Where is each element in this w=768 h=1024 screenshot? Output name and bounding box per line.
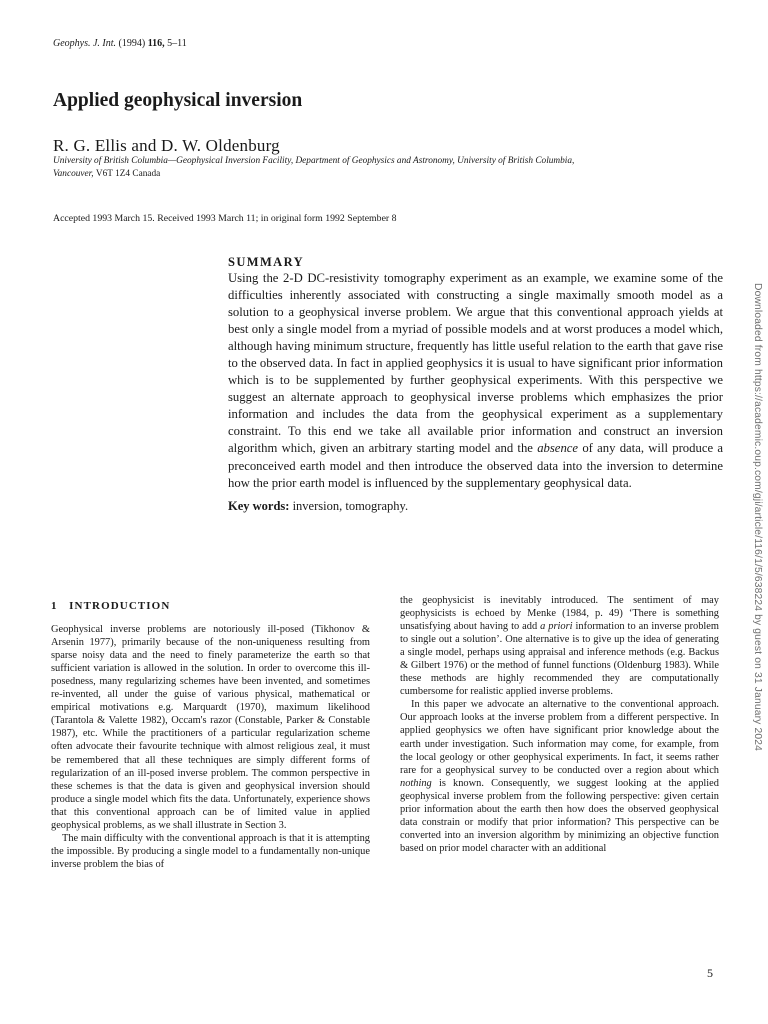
paragraph <box>400 698 719 855</box>
summary-text <box>228 270 723 492</box>
paragraph: Geophysical inverse problems are notoriously ill-posed (Tikhonov & Arsenin 1977), primarily because of the non-uniqueness resulting from sparse noisy data and the need to finely parameterize the earth so that sufficient variation is allowed in the solution. In order to overcome this ill-posedness, many regularizing schemes have been invented, and sometimes re-invented, all under the guise of various physical, mathematical or empirical motivations e.g. Marquardt (1970), maximum likelihood (Tarantola & Valette 1982), Occam's razor (Constable, Parker & Constable 1987), etc. While the practitioners of a particular regularization scheme often advocate their favourite technique with almost religious zeal, it must be remembered that all these techniques are simply different forms of regularization of an ill-posed inverse problem. The common perspective in these schemes is that the data is given and geophysical inversion should produce a single model which fits the data. Unfortunately, experience shows that this conventional approach can be of limited value in applied geophysical problems, as we shall illustrate in Section 3. <box>51 624 370 831</box>
paragraph-text: is known. Consequently, we suggest looking at the applied geophysical inverse problem from the following perspective: given certain prior information about the earth then how does the observed geophysical data constrain or modify that prior information? This perspective can be converted into an inversion algorithm by minimizing an objective function based on prior model character with an additional <box>400 777 719 854</box>
summary-text-part2: of any data, will produce a preconceived earth model and then introduce the observed data into the inversion to determine how the prior earth model is influenced by the supplementary geophysical data. <box>228 441 723 490</box>
affiliation-line1: University of British Columbia—Geophysical Inversion Facility, Department of Geophysics and Astronomy, University of British Columbia, <box>53 156 575 166</box>
affiliation-postcode: V6T 1Z4 Canada <box>95 169 161 179</box>
paragraph <box>400 594 719 698</box>
paragraph-emphasis: a priori <box>540 621 573 633</box>
summary-block <box>228 255 723 514</box>
author-affiliation <box>53 155 743 181</box>
paragraph: The main difficulty with the conventional approach is that it is attempting the impossible. By producing a single model to a fundamentally non-unique inverse problem the bias of <box>51 832 370 870</box>
page-number: 5 <box>707 966 713 980</box>
left-column <box>51 594 370 871</box>
paragraph-emphasis: nothing <box>400 777 432 789</box>
journal-citation <box>53 38 187 49</box>
affiliation-city: Vancouver, <box>53 169 94 179</box>
journal-year: (1994) <box>118 38 146 49</box>
article-title: Applied geophysical inversion <box>53 90 303 111</box>
summary-text-part1: Using the 2-D DC-resistivity tomography experiment as an example, we examine some of the difficulties inherently associated with constructing a single maximally smooth model as a solution to a geophysical inverse problem. We argue that this conventional approach yields at best only a single model from a myriad of possible models and at worst produces a model which, although having minimum structure, frequently has little useful relation to the earth that gave rise to the observed data. In fact in applied geophysics it is usual to have significant prior information which is to be supplemented by further geophysical experiments. With this perspective we suggest an alternate approach to geophysical inverse problems which emphasizes the prior information and includes the data from the geophysical experiment as a supplementary constraint. To this end we take all available prior information and construct an inversion algorithm which, given an arbitrary starting model and the <box>228 271 723 456</box>
keywords-line <box>228 499 723 514</box>
section-heading <box>51 600 370 613</box>
section-title: INTRODUCTION <box>69 600 171 612</box>
keywords-value: inversion, tomography. <box>292 498 409 513</box>
paragraph-text: information to an inverse problem to single out a solution’. One alternative is to give up the idea of generating a single model, perhaps using appraisal and inference methods (e.g. Backus & Gilbert 1976) or the method of funnel functions (Oldenburg 1983). While these methods are highly recommended they are computationally cumbersome for realistic applied inverse problems. <box>400 621 719 698</box>
journal-volume: 116, <box>147 38 165 49</box>
journal-name: Geophys. J. Int. <box>53 38 117 49</box>
right-column <box>400 594 719 855</box>
paragraph-text: In this paper we advocate an alternative to the conventional approach. Our approach looks at the inverse problem from a different perspective. In applied geophysics we often have significant prior knowledge about the earth under investigation. Such information may come, for example, from the local geology or other geophysical experiments. In fact, it seems rather rare for a geophysical survey to be conducted over a region about which <box>400 699 719 776</box>
author-list: R. G. Ellis and D. W. Oldenburg <box>53 136 280 155</box>
publication-dates: Accepted 1993 March 15. Received 1993 March 11; in original form 1992 September 8 <box>53 213 397 224</box>
journal-pages: 5–11 <box>167 38 187 49</box>
section-number: 1 <box>51 600 58 612</box>
keywords-label: Key words: <box>228 498 290 513</box>
summary-heading: SUMMARY <box>228 255 305 269</box>
download-watermark: Downloaded from https://academic.oup.com/gji/article/116/1/5/638224 by guest on 31 January 2024 <box>752 283 763 751</box>
summary-emphasis: absence <box>537 441 579 456</box>
paragraph-text: the geophysicist is inevitably introduced. The sentiment of may geophysicists is echoed by Menke (1984, p. 49) ‘There is something unsatisfying about having to add <box>400 595 719 633</box>
